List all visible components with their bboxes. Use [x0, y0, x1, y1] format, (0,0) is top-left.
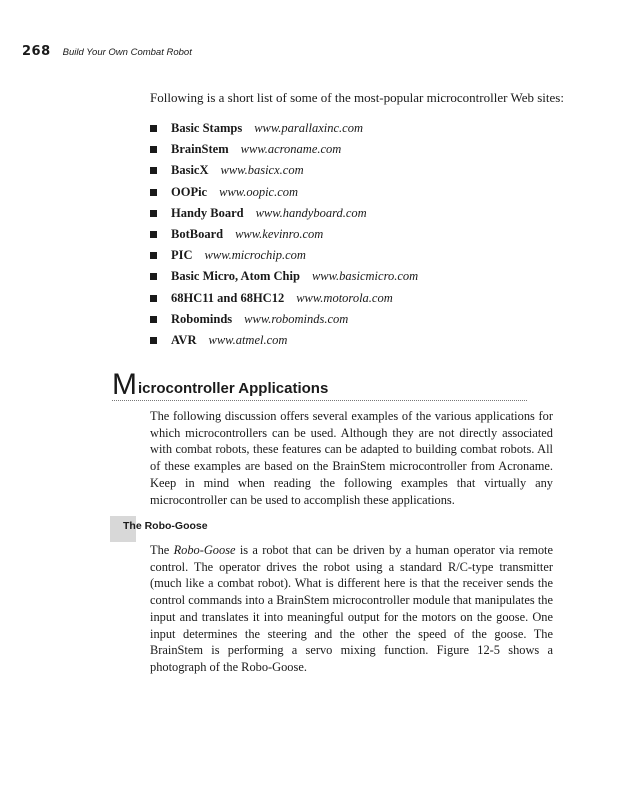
list-item — [150, 160, 418, 181]
book-title: Build Your Own Combat Robot — [62, 47, 192, 58]
site-url[interactable]: www.robominds.com — [244, 311, 349, 326]
page-number: 268 — [22, 44, 51, 59]
site-name: OOPic — [171, 184, 208, 199]
site-url[interactable]: www.acroname.com — [240, 142, 342, 157]
section-heading — [112, 368, 527, 401]
square-bullet-icon — [150, 167, 157, 174]
list-item — [150, 245, 418, 266]
square-bullet-icon — [150, 337, 157, 344]
site-url[interactable]: www.motorola.com — [296, 290, 393, 305]
list-item — [150, 330, 418, 351]
paragraph-lead: The — [150, 543, 174, 557]
site-name: Handy Board — [171, 205, 244, 220]
list-item — [150, 182, 418, 203]
subsection-paragraph — [150, 542, 553, 676]
section-paragraph: The following discussion offers several examples of the various applications for which microcontrollers can be used. Although they are not directly associated with combat robots, these features can be adapted to building combat robots. All of these examples are based on the BrainStem microcontroller from Acroname. Keep in mind when reading the following examples that virtually any microcontroller can be used to accomplish these applications. — [150, 409, 553, 507]
list-item — [150, 224, 418, 245]
list-item — [150, 118, 418, 139]
list-item — [150, 309, 418, 330]
site-name: Basic Stamps — [171, 121, 243, 136]
site-name: BrainStem — [171, 142, 229, 157]
running-head — [22, 44, 192, 59]
square-bullet-icon — [150, 273, 157, 280]
site-name: 68HC11 and 68HC12 — [171, 290, 285, 305]
square-bullet-icon — [150, 189, 157, 196]
robo-goose-italic: Robo-Goose — [173, 543, 236, 557]
square-bullet-icon — [150, 231, 157, 238]
intro-text: Following is a short list of some of the most-popular microcontroller Web sites: — [150, 90, 564, 105]
site-url[interactable]: www.basicx.com — [220, 163, 304, 178]
site-name: PIC — [171, 248, 193, 263]
site-name: Basic Micro, Atom Chip — [171, 269, 300, 284]
section-title: icrocontroller Applications — [138, 380, 329, 397]
paragraph-body: is a robot that can be driven by a human operator via remote control. The operator drives the robot using a standard R/C-type transmitter (much like a combat robot). What is different here is that the receiver sends the control commands into a BrainStem microcontroller module that manipulates the input and translates it into meaningful output for the motors on the goose. One input determines the steering and the other the speed of the goose. The BrainStem is performing a servo mixing function. Figure 12-5 shows a photograph of the Robo-Goose. — [150, 543, 553, 674]
list-item — [150, 139, 418, 160]
subsection-title: The Robo-Goose — [123, 520, 208, 532]
square-bullet-icon — [150, 295, 157, 302]
square-bullet-icon — [150, 316, 157, 323]
section-drop-letter: M — [112, 368, 137, 401]
list-item — [150, 266, 418, 287]
site-url[interactable]: www.parallaxinc.com — [254, 121, 363, 136]
square-bullet-icon — [150, 252, 157, 259]
site-name: BasicX — [171, 163, 209, 178]
site-url[interactable]: www.atmel.com — [208, 332, 288, 347]
microcontroller-site-list — [150, 118, 418, 351]
square-bullet-icon — [150, 125, 157, 132]
site-url[interactable]: www.oopic.com — [219, 184, 299, 199]
site-name: AVR — [171, 332, 197, 347]
site-name: Robominds — [171, 311, 233, 326]
square-bullet-icon — [150, 146, 157, 153]
list-item — [150, 288, 418, 309]
square-bullet-icon — [150, 210, 157, 217]
site-url[interactable]: www.basicmicro.com — [311, 269, 419, 284]
site-name: BotBoard — [171, 227, 224, 242]
site-url[interactable]: www.handyboard.com — [255, 205, 367, 220]
site-url[interactable]: www.kevinro.com — [235, 227, 324, 242]
list-item — [150, 203, 418, 224]
site-url[interactable]: www.microchip.com — [204, 248, 306, 263]
